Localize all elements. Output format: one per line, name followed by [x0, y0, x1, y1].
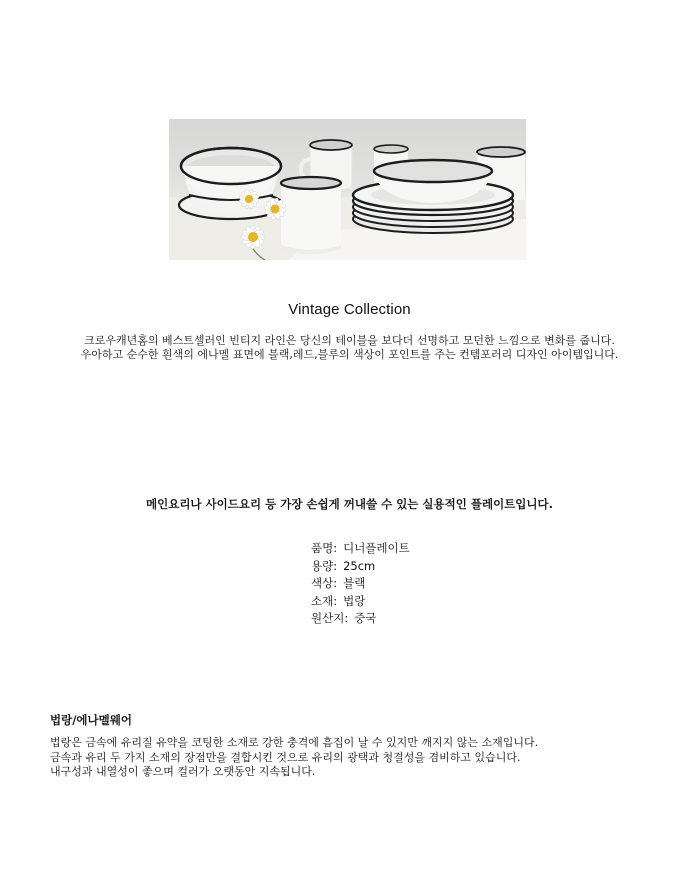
spec-label: 소재 : [311, 594, 337, 608]
spec-label: 원산지 : [311, 611, 348, 625]
spec-row-size [311, 558, 410, 576]
collection-intro [0, 334, 699, 362]
material-line: 내구성과 내열성이 좋으며 컬러가 오랫동안 지속됩니다. [50, 765, 316, 778]
spec-value: 중국 [354, 611, 377, 625]
front-mug [281, 177, 341, 254]
spec-value: 디너플레이트 [343, 541, 410, 555]
product-spec-list [311, 540, 410, 628]
spec-label: 색상 : [311, 576, 337, 590]
product-hero-image [169, 119, 526, 260]
intro-line: 우아하고 순수한 흰색의 에나멜 표면에 블랙,레드,블루의 색상이 포인트를 주는 컨템포러리 디자인 아이템입니다. [80, 348, 619, 361]
spec-label: 품명 : [311, 541, 337, 555]
collection-title: Vintage Collection [288, 301, 411, 318]
spec-row-name [311, 540, 410, 558]
spec-row-material [311, 593, 410, 611]
right-plate-stack [353, 160, 513, 233]
enamelware-illustration [169, 119, 526, 260]
spec-value: 블랙 [343, 576, 366, 590]
spec-row-origin [311, 610, 410, 628]
spec-label: 용량 : [311, 559, 337, 573]
product-tagline: 메인요리나 사이드요리 등 가장 손쉽게 꺼내쓸 수 있는 실용적인 플레이트입니다. [146, 497, 553, 511]
spec-value: 25cm [343, 558, 376, 573]
material-description [50, 736, 538, 780]
spec-row-color [311, 575, 410, 593]
spec-value: 법랑 [343, 593, 366, 608]
material-line: 금속과 유리 두 가지 소재의 장점만을 결합시킨 것으로 유리의 광택과 청결성을 겸비하고 있습니다. [50, 750, 521, 764]
material-heading: 법랑/에나멜웨어 [50, 713, 132, 727]
intro-line: 크로우캐년홈의 베스트셀러인 빈티지 라인은 당신의 테이블을 보다더 선명하고 모던한 느낌으로 변화를 줍니다. [84, 334, 615, 347]
material-line: 법랑은 금속에 유리질 유약을 코팅한 소재로 강한 충격에 흠집이 날 수 있지만 깨지지 않는 소재입니다. [50, 736, 539, 749]
